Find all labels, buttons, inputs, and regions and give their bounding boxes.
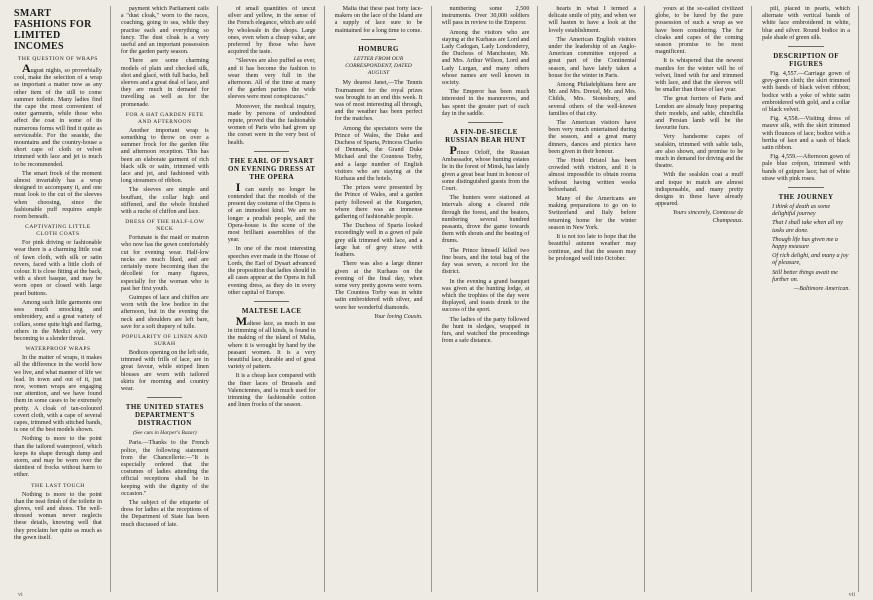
paragraph: My dearest Janet,—The Tennis Tournament for the royal prizes was brought to an end this week. It was of most interesting all through, and the weather has been perfect for the matches. <box>334 80 423 123</box>
article-title-earl-of-dysart: THE EARL OF DYSART ON EVENING DRESS AT THE OPERA <box>227 156 316 181</box>
divider <box>361 39 396 40</box>
paragraph: There are some charming models of plain and checked silk, shot and glacé, with full backs, bell sleeves and a great deal of lace, and they are much in demand for travelling as well as for the promenade. <box>120 58 209 108</box>
page-number-left: vi <box>18 592 23 598</box>
divider <box>147 397 182 398</box>
paragraph: Paris.—Thanks to the French police, the following statement from the Chancellerie:—"It is especially ordered that the costumes of ladies attending the official receptions shall be in keeping with the dignity of the occasion." <box>120 440 209 497</box>
paragraph: In one of the most interesting speeches ever made in the House of Lords, the Earl of Dysart advanced the proposition that ladies should in all cases appear at the Opera in full evening dress, as they do in every other capital of Europe. <box>227 246 316 296</box>
paragraph: Among Philadelphians here are Mr. and Mrs. Drexel, Mr. and Mrs. Childs, Mrs. Stotesbury, and several others of the well-known families of that city. <box>548 82 637 117</box>
paragraph: It is whispered that the newest mantles for the winter will be of velvet, lined with fur and trimmed with lace, and that the sleeves will be smaller than those of last year. <box>655 58 744 94</box>
paragraph: Prince Orloff, the Russian Ambassador, whose hunting estates lie in the forest of Minsk, has lately given a great bear hunt in honour of some distinguished guests from the Court. <box>441 143 530 193</box>
article-subtitle: LETTER FROM OUR CORRESPONDENT, DATED AUGUST <box>345 55 412 77</box>
paragraph: payment which Parliament calls a "dust cloak," worn to the races, coaching, going to sea, while they practise each and everything so fancy. The dust cloak is a very useful and an important possession for the garden party season. <box>120 6 209 56</box>
paragraph: of small quantities of uncut silver and yellow, in the sense of the French elegance, which are sold by wholesale in the shops. Large ones, even when a cheap value, are preferred by those who have acquired the taste. <box>227 6 316 56</box>
paragraph: Bodices opening on the left side, trimmed with frills of lace, are in great favour, while striped linen blouses are worn with tailored skirts for morning and country wear. <box>120 349 209 392</box>
page-number-right: vii <box>848 592 855 598</box>
article-title-description-of-figures: DESCRIPTION OF FIGURES <box>773 52 839 69</box>
column-8 <box>762 6 859 592</box>
paragraph: The great furriers of Paris and London are already busy preparing their models, and sable, chinchilla and Persian lamb will be the favourite furs. <box>655 96 744 132</box>
paragraph: Among the spectators were the Prince of Wales, the Duke and Duchess of Sparta, Princess Charles of Denmark, the Grand Duke Michael and the Countess Torby, and a large number of English visitors who are staying at the Kurhaus and the hotels. <box>334 125 423 183</box>
article-title-homburg: HOMBURG <box>358 44 399 53</box>
column-2 <box>121 6 218 592</box>
paragraph: In the matter of wraps, it makes all the difference in the world how we live, and what manner of life we lead. In town and out of it, just now, women wraps are engaging our attention, and we have found them in some cases to be extremely pretty. A cloak of tan-coloured covert cloth, with a cape of several capes, trimmed with stitched bands, is one of the best models shown. <box>14 355 102 434</box>
section-heading-half-low: DRESS OF THE HALF-LOW NECK <box>125 219 205 233</box>
paragraph: Fortunate is the maid or matron who now has the gown comfortably cut for evening wear. Half-low necks are much liked, and are certainly more becoming than the décolleté for many figures, especially for the woman who is past her first youth. <box>120 235 209 292</box>
paragraph: Among the visitors who are staying at the Kurhaus are Lord and Lady Cadogan, Lady Londonderry, the Duchess of Manchester, Mr. and Mrs. Arthur Wilson, Lord and Lady Lurgan, and many others whose names are well known in society. <box>441 29 530 87</box>
divider <box>788 46 823 47</box>
paragraph: numbering some 2,500 instruments. Over 30,000 soldiers will pass in review to the Emperor. <box>441 6 530 27</box>
divider <box>468 122 503 123</box>
column-1 <box>14 6 111 592</box>
paragraph: The American English visitors under the leadership of an Anglo-American committee enjoyed a great part of the Continental season, and have lately taken a house for the winter in Paris. <box>548 36 637 79</box>
article-title-maltese-lace: MALTESE LACE <box>241 306 302 315</box>
paragraph: I can surely no longer be contended that the modish of the present day costume of the Opera is of an immodest kind. We are no longer a prudish people, and the Opera-house is the scene of the most brilliant assemblies of the year. <box>227 179 316 244</box>
paragraph: "Sleeves are also puffed as ever, and it has become the fashion to wear them very full in the afternoon. All of the time at many of the garden parties the wide sleeves were most conspicuous." <box>227 58 316 101</box>
paragraph: Malta that these past forty lace-makers on the lace of the Island are a supply of lace sure to be maintained for a long time to come. <box>334 6 423 34</box>
article-title-smart-fashions: SMART FASHIONS FOR LIMITED INCOMES <box>14 8 92 52</box>
paragraph: Fig. 4,559.—Afternoon gown of pale blue crépon, trimmed with bands of guipure lace; hat of white straw with pink roses. <box>762 154 850 182</box>
column-3 <box>228 6 325 592</box>
section-heading-waterproof: WATERPROOF WRAPS <box>25 346 91 353</box>
article-title-us-department: THE UNITED STATES DEPARTMENT'S DISTRACTION <box>125 403 204 428</box>
paragraph: The smart frock of the moment almost invariably has a wrap designed to accompany it, and one must look to the cut of the sleeves when choosing, since the fashionable puff requires ample room beneath. <box>14 170 102 221</box>
article-subtitle: (See cuts in Harper's Bazar) <box>132 430 197 437</box>
paragraph: hearts in what I termed a delicate smile of pity, and when we will hasten to have a look at the lovely establishment. <box>548 6 637 34</box>
paragraph: The Duchess of Sparta looked exceedingly well in a gown of pale grey silk trimmed with lace, and a large hat of grey straw with feathers. <box>334 223 423 259</box>
paragraph: The hunters were stationed at intervals along a cleared ride through the forest, and the beaters, numbering several hundred peasants, drove the game towards them with shouts and the beating of drums. <box>441 195 530 245</box>
divider <box>254 301 289 302</box>
paragraph: pill, placed in pearls, which alternate with vertical bands of white lace embroidered in white, blue and silver. Round bodice in a pale shade of green silk. <box>762 6 850 41</box>
paragraph: In the evening a grand banquet was given at the hunting lodge, at which the trophies of the day were displayed, and toasts drunk to the success of the sport. <box>441 278 530 314</box>
article-title-the-journey: THE JOURNEY <box>778 193 834 202</box>
paragraph: Maltese lace, as much in use in trimming of all kinds, is found in the making of the island of Malta, where it is wrought by hand by the peasant women. It is a very beautiful lace, durable and of great variety of pattern. <box>227 313 316 371</box>
paragraph: Many of the Americans are making preparations to go on to Switzerland and Italy before returning home for the winter season in New York. <box>548 196 637 231</box>
paragraph: Nothing is more to the point than the neat finish of the toilette in gloves, veil and shoes. The well-dressed woman never neglects these details, knowing well that they proclaim her quite as much as the gown itself. <box>14 491 102 541</box>
paragraph: August nights, so proverbially cool, make the selection of a wrap as important a matter now as any other item of the still to come summer toilette. Many ladies find the cape the most convenient of outer garments, while those who affect the coat in some of its numerous forms will find it quite as serviceable. For the seaside, the mountains and the country-house a short cape of cloth or velvet trimmed with lace and jet is much to be recommended. <box>14 61 102 168</box>
paragraph: Very handsome capes of sealskin, trimmed with sable tails, are also shown, and promise to be much in demand for driving and the theatre. <box>655 134 744 170</box>
poem-line: I think of death as some delightful journey <box>772 204 831 218</box>
paragraph: Fig. 4,557.—Carriage gown of grey-green cloth; the skirt trimmed with bands of black velvet ribbon; bodice with a yoke of white satin embroidered with gold, and a collar of black velvet. <box>762 71 850 114</box>
signature: Your loving Cousin. <box>374 313 423 320</box>
divider <box>254 151 289 152</box>
poem-line: Though life has given me a happy measure <box>772 236 838 251</box>
column-5 <box>442 6 539 592</box>
paragraph: There was also a large dinner given at the Kurhaus on the evening of the final day, when some very pretty gowns were worn. The Countess Torby was in white satin embroidered with silver, and wore her wonderful diamonds. <box>334 261 423 311</box>
poem-line: That I shall take when all my tasks are done. <box>772 220 843 234</box>
paragraph: yours at the so-called civilized globe, to be lured by the pure possession of such a wrap as we have been considering. The fur cloaks and capes of the coming season promise to be most magnificent. <box>655 6 744 56</box>
column-4 <box>335 6 432 592</box>
paragraph: It is a cheap lace compared with the finer laces of Brussels and Valenciennes, and is much used for trimming the fashionable cotton and linen frocks of the season. <box>227 373 316 409</box>
paragraph: The Emperor has been much interested in the manœuvres, and has spent the greater part of each day in the saddle. <box>441 89 530 117</box>
poem-line: Of rich delight, and many a joy of pleasure, <box>772 253 849 267</box>
poem-line: Still better things await me further on. <box>772 269 838 283</box>
column-7 <box>655 6 752 592</box>
paragraph: The Hotel Bristol has been crowded with visitors, and it is almost impossible to obtain rooms without having written weeks beforehand. <box>548 158 637 193</box>
paragraph: The subject of the etiquette of dress for ladies at the receptions of the Department of State has been much discussed of late. <box>120 499 209 528</box>
paragraph: With the sealskin coat a muff and toque to match are almost indispensable, and many pretty designs in these have already appeared. <box>655 172 744 208</box>
section-heading-garden-fete: FOR A HAT GARDEN FETE AND AFTERNOON <box>125 111 204 125</box>
column-6 <box>548 6 645 592</box>
paragraph: Another important wrap is something to throw on over a summer frock for the garden fête and afternoon reception. This has been an elaborate garment of rich black silk or satin, trimmed with lace and jet, and fashioned with long streamers of ribbon. <box>120 127 209 185</box>
paragraph: The sleeves are simple and bouffant, the collar high and stiffened, and the whole finished with a ruche of chiffon and lace. <box>120 187 209 216</box>
divider <box>788 187 823 188</box>
section-heading-wraps: THE QUESTION OF WRAPS <box>18 56 98 62</box>
paragraph: The ladies of the party followed the hunt in sledges, wrapped in furs, and watched the proceedings from a safe distance. <box>441 316 530 345</box>
paragraph: It is not too late to hope that the beautiful autumn weather may continue, and that the season may be prolonged well into October. <box>548 234 637 262</box>
paragraph: Moreover, the medical inquiry, made by persons of undoubted repute, proved that the fashionable women of Paris who had given up the corset were in the very best of health. <box>227 103 316 146</box>
signature: Yours sincerely, Comtesse de Champeaux. <box>672 210 744 224</box>
section-heading-cloth-coats: CAPTIVATING LITTLE CLOTH COATS <box>25 224 91 238</box>
paragraph: Among such little garments one sees much smocking and embroidery, and a great variety of collars, some quite high and flaring, others in the Medici style, very becoming to a slender throat. <box>14 299 102 342</box>
paragraph: The prizes were presented by the Prince of Wales, and a garden party followed at the Kurgarten, where there was an immense gathering of fashionable people. <box>334 185 423 221</box>
signature: —Baltimore American. <box>793 286 850 293</box>
paragraph: For pink driving or fashionable wear there is a charming little coat of fawn cloth, with silk or satin revers, faced with a little cloth of colour. It is close fitting at the back, with a short basque, and may be worn open or closed with large pearl buttons. <box>14 240 102 297</box>
article-title-bear-hunt: A FIN-DE-SIECLE RUSSIAN BEAR HUNT <box>445 128 526 145</box>
paragraph: The Prince himself killed two fine bears, and the total bag of the day was seven, a record for the district. <box>441 247 530 276</box>
section-heading-last-touch: THE LAST TOUCH <box>31 482 85 489</box>
section-heading-linen: POPULARITY OF LINEN AND SURAH <box>121 333 208 347</box>
paragraph: Guimpes of lace and chiffon are worn with the low bodice in the afternoon, but in the evening the neck and shoulders are left bare, save for a soft drapery of tulle. <box>120 294 209 330</box>
paragraph: The American visitors have been very much entertained during the season, and a great many dinners, dances and picnics have been given in their honour. <box>548 120 637 155</box>
paragraph: Fig. 4,558.—Visiting dress of mauve silk, with the skirt trimmed with flounces of lace; bodice with a bertha of lace and a sash of black satin ribbon. <box>762 116 850 152</box>
paragraph: Nothing is more to the point than the tailored waterproof, which keeps its shape through damp and storm, and may be worn over the daintiest of frocks without harm to either. <box>14 436 102 479</box>
